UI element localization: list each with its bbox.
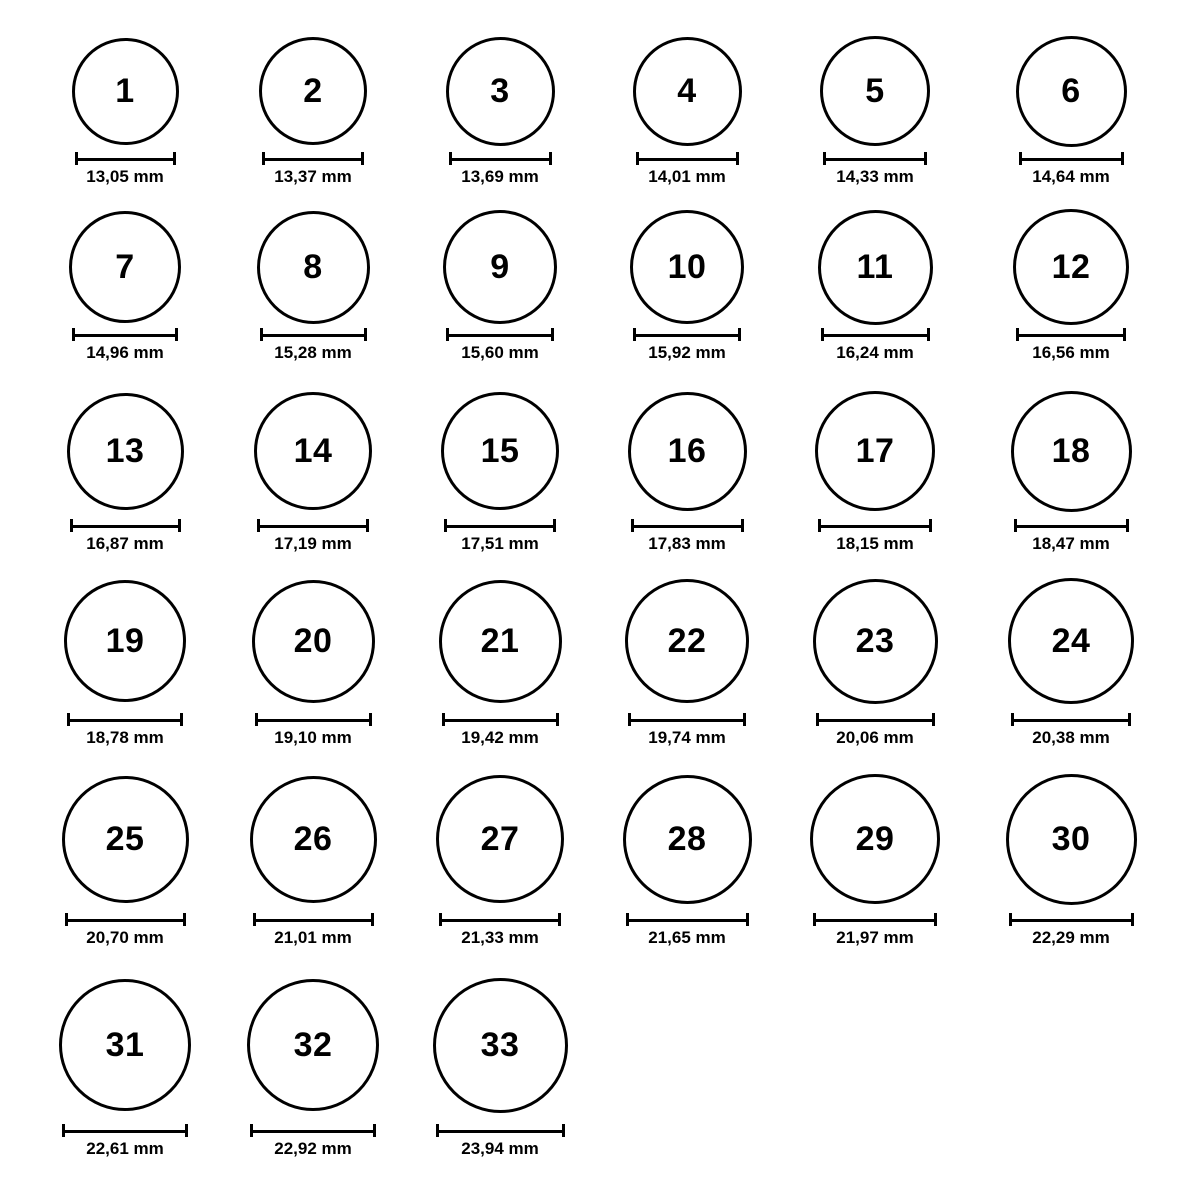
- ring-circle-wrapper: [818, 210, 933, 325]
- measure-bar-right-cap: [743, 713, 746, 726]
- diameter-label: 13,05 mm: [86, 167, 164, 186]
- measure-bar-line: [75, 158, 176, 161]
- diameter-measure-bar: [65, 913, 186, 925]
- ring-circle-wrapper: [630, 210, 744, 324]
- measure-bar-left-cap: [65, 913, 68, 926]
- diameter-label: 14,33 mm: [836, 167, 914, 186]
- ring-circle-wrapper: [1008, 578, 1134, 704]
- ring-circle-icon: [72, 38, 179, 145]
- diameter-label: 14,96 mm: [86, 343, 164, 362]
- diameter-measure-bar: [255, 713, 372, 725]
- ring-circle-icon: [250, 776, 377, 903]
- diameter-measure-bar: [1019, 152, 1124, 164]
- ring-size-item: [597, 775, 777, 904]
- ring-size-item: [410, 580, 590, 703]
- measure-bar-right-cap: [175, 328, 178, 341]
- measure-bar-right-cap: [562, 1124, 565, 1137]
- ring-size-number: 4: [677, 72, 697, 110]
- ring-size-number: 14: [293, 432, 333, 470]
- ring-size-item: [35, 393, 215, 510]
- ring-size-item: [223, 580, 403, 703]
- measure-bar-left-cap: [75, 152, 78, 165]
- diameter-label: 19,74 mm: [648, 728, 726, 747]
- diameter-measure-bar: [442, 713, 559, 725]
- ring-size-number: 29: [855, 820, 895, 858]
- measure-bar-left-cap: [439, 913, 442, 926]
- measure-bar-line: [823, 158, 927, 161]
- ring-circle-wrapper: [257, 211, 370, 324]
- measure-bar-line: [633, 334, 741, 337]
- measure-bar-right-cap: [185, 1124, 188, 1137]
- measure-bar-line: [816, 719, 935, 722]
- ring-circle-icon: [64, 580, 186, 702]
- diameter-measure-bar: [62, 1124, 188, 1136]
- ring-size-number: 22: [667, 622, 707, 660]
- measure-bar-left-cap: [444, 519, 447, 532]
- ring-size-number: 19: [105, 622, 145, 660]
- ring-circle-icon: [67, 393, 184, 510]
- measure-bar-right-cap: [924, 152, 927, 165]
- ring-circle-icon: [252, 580, 375, 703]
- measure-bar-left-cap: [250, 1124, 253, 1137]
- ring-size-item: [410, 210, 590, 324]
- diameter-measure-bar: [1011, 713, 1131, 725]
- measure-bar-line: [1016, 334, 1126, 337]
- diameter-measure-bar: [253, 913, 374, 925]
- ring-size-number: 5: [865, 72, 885, 110]
- measure-bar-line: [62, 1130, 188, 1133]
- ring-circle-wrapper: [67, 393, 184, 510]
- ring-circle-icon: [59, 979, 191, 1111]
- measure-bar-right-cap: [556, 713, 559, 726]
- ring-size-item: [410, 978, 590, 1113]
- measure-bar-right-cap: [371, 913, 374, 926]
- diameter-label: 21,33 mm: [461, 928, 539, 947]
- measure-bar-right-cap: [549, 152, 552, 165]
- ring-circle-wrapper: [247, 979, 379, 1111]
- ring-size-number: 10: [667, 248, 707, 286]
- diameter-measure-bar: [636, 152, 739, 164]
- diameter-measure-bar: [821, 328, 930, 340]
- measure-bar-left-cap: [72, 328, 75, 341]
- measure-bar-right-cap: [183, 913, 186, 926]
- measure-bar-right-cap: [373, 1124, 376, 1137]
- ring-circle-icon: [810, 774, 940, 904]
- measure-bar-left-cap: [813, 913, 816, 926]
- diameter-measure-bar: [444, 519, 556, 531]
- diameter-label: 13,37 mm: [274, 167, 352, 186]
- diameter-measure-bar: [631, 519, 744, 531]
- measure-bar-right-cap: [558, 913, 561, 926]
- ring-size-number: 1: [115, 72, 135, 110]
- ring-circle-wrapper: [436, 775, 564, 903]
- measure-bar-line: [628, 719, 746, 722]
- diameter-label: 17,83 mm: [648, 534, 726, 553]
- diameter-label: 22,61 mm: [86, 1139, 164, 1158]
- measure-bar-left-cap: [1009, 913, 1012, 926]
- ring-circle-wrapper: [62, 776, 189, 903]
- diameter-measure-bar: [626, 913, 749, 925]
- measure-bar-line: [253, 919, 374, 922]
- measure-bar-right-cap: [1126, 519, 1129, 532]
- ring-size-item: [223, 37, 403, 145]
- ring-size-item: [35, 776, 215, 903]
- diameter-measure-bar: [67, 713, 183, 725]
- measure-bar-left-cap: [636, 152, 639, 165]
- diameter-label: 15,28 mm: [274, 343, 352, 362]
- ring-circle-wrapper: [252, 580, 375, 703]
- measure-bar-line: [262, 158, 364, 161]
- diameter-label: 13,69 mm: [461, 167, 539, 186]
- ring-size-number: 12: [1051, 248, 1091, 286]
- measure-bar-left-cap: [70, 519, 73, 532]
- measure-bar-line: [1009, 919, 1134, 922]
- ring-circle-icon: [446, 37, 555, 146]
- measure-bar-left-cap: [818, 519, 821, 532]
- ring-size-number: 15: [480, 432, 520, 470]
- ring-circle-icon: [623, 775, 752, 904]
- ring-size-item: [410, 775, 590, 903]
- measure-bar-right-cap: [1121, 152, 1124, 165]
- diameter-label: 15,92 mm: [648, 343, 726, 362]
- ring-circle-icon: [439, 580, 562, 703]
- ring-circle-wrapper: [254, 392, 372, 510]
- measure-bar-left-cap: [626, 913, 629, 926]
- ring-size-item: [785, 210, 965, 325]
- ring-circle-wrapper: [259, 37, 367, 145]
- diameter-measure-bar: [262, 152, 364, 164]
- measure-bar-right-cap: [551, 328, 554, 341]
- ring-circle-wrapper: [1016, 36, 1127, 147]
- measure-bar-line: [255, 719, 372, 722]
- diameter-measure-bar: [628, 713, 746, 725]
- ring-size-item: [785, 391, 965, 511]
- ring-circle-icon: [633, 37, 742, 146]
- measure-bar-right-cap: [736, 152, 739, 165]
- measure-bar-right-cap: [553, 519, 556, 532]
- measure-bar-right-cap: [934, 913, 937, 926]
- measure-bar-left-cap: [821, 328, 824, 341]
- diameter-label: 16,87 mm: [86, 534, 164, 553]
- ring-size-number: 13: [105, 432, 145, 470]
- ring-circle-wrapper: [628, 392, 747, 511]
- ring-circle-wrapper: [1006, 774, 1137, 905]
- ring-size-number: 8: [303, 248, 323, 286]
- ring-circle-icon: [813, 579, 938, 704]
- ring-circle-icon: [1013, 209, 1129, 325]
- ring-size-item: [597, 392, 777, 511]
- measure-bar-right-cap: [927, 328, 930, 341]
- ring-circle-wrapper: [815, 391, 935, 511]
- ring-circle-icon: [443, 210, 557, 324]
- diameter-label: 17,51 mm: [461, 534, 539, 553]
- measure-bar-line: [626, 919, 749, 922]
- measure-bar-right-cap: [361, 152, 364, 165]
- ring-size-number: 24: [1051, 622, 1091, 660]
- measure-bar-line: [65, 919, 186, 922]
- measure-bar-left-cap: [253, 913, 256, 926]
- ring-circle-icon: [815, 391, 935, 511]
- ring-size-item: [35, 580, 215, 702]
- measure-bar-right-cap: [741, 519, 744, 532]
- measure-bar-right-cap: [1123, 328, 1126, 341]
- ring-circle-icon: [818, 210, 933, 325]
- ring-circle-wrapper: [1013, 209, 1129, 325]
- ring-circle-wrapper: [446, 37, 555, 146]
- diameter-label: 20,38 mm: [1032, 728, 1110, 747]
- ring-circle-wrapper: [441, 392, 559, 510]
- ring-circle-icon: [1016, 36, 1127, 147]
- ring-circle-wrapper: [633, 37, 742, 146]
- measure-bar-line: [442, 719, 559, 722]
- measure-bar-line: [631, 525, 744, 528]
- diameter-measure-bar: [257, 519, 369, 531]
- ring-size-item: [35, 211, 215, 323]
- measure-bar-left-cap: [1011, 713, 1014, 726]
- ring-size-number: 18: [1051, 432, 1091, 470]
- measure-bar-right-cap: [364, 328, 367, 341]
- diameter-label: 15,60 mm: [461, 343, 539, 362]
- diameter-label: 19,10 mm: [274, 728, 352, 747]
- diameter-label: 14,64 mm: [1032, 167, 1110, 186]
- ring-circle-icon: [1011, 391, 1132, 512]
- ring-size-number: 23: [855, 622, 895, 660]
- measure-bar-line: [818, 525, 932, 528]
- ring-size-item: [410, 37, 590, 146]
- ring-size-number: 32: [293, 1026, 333, 1064]
- diameter-label: 19,42 mm: [461, 728, 539, 747]
- ring-size-number: 6: [1061, 72, 1081, 110]
- diameter-measure-bar: [1014, 519, 1129, 531]
- diameter-label: 21,97 mm: [836, 928, 914, 947]
- measure-bar-left-cap: [260, 328, 263, 341]
- ring-circle-icon: [628, 392, 747, 511]
- measure-bar-left-cap: [1014, 519, 1017, 532]
- diameter-label: 20,70 mm: [86, 928, 164, 947]
- ring-size-item: [35, 979, 215, 1111]
- ring-size-number: 26: [293, 820, 333, 858]
- ring-size-item: [981, 391, 1161, 512]
- measure-bar-right-cap: [369, 713, 372, 726]
- ring-size-item: [597, 579, 777, 703]
- diameter-measure-bar: [1016, 328, 1126, 340]
- ring-size-number: 25: [105, 820, 145, 858]
- measure-bar-line: [250, 1130, 376, 1133]
- diameter-measure-bar: [72, 328, 178, 340]
- diameter-measure-bar: [816, 713, 935, 725]
- measure-bar-left-cap: [446, 328, 449, 341]
- diameter-label: 16,24 mm: [836, 343, 914, 362]
- ring-size-number: 7: [115, 248, 135, 286]
- diameter-measure-bar: [439, 913, 561, 925]
- measure-bar-right-cap: [932, 713, 935, 726]
- ring-size-item: [981, 36, 1161, 147]
- ring-circle-wrapper: [820, 36, 930, 146]
- ring-circle-wrapper: [810, 774, 940, 904]
- diameter-label: 17,19 mm: [274, 534, 352, 553]
- measure-bar-left-cap: [628, 713, 631, 726]
- measure-bar-right-cap: [178, 519, 181, 532]
- measure-bar-line: [257, 525, 369, 528]
- measure-bar-left-cap: [255, 713, 258, 726]
- measure-bar-line: [67, 719, 183, 722]
- measure-bar-line: [449, 158, 552, 161]
- measure-bar-line: [636, 158, 739, 161]
- ring-circle-wrapper: [69, 211, 181, 323]
- ring-circle-wrapper: [72, 38, 179, 145]
- measure-bar-line: [260, 334, 367, 337]
- measure-bar-line: [446, 334, 554, 337]
- diameter-measure-bar: [250, 1124, 376, 1136]
- measure-bar-left-cap: [257, 519, 260, 532]
- measure-bar-right-cap: [1131, 913, 1134, 926]
- ring-circle-wrapper: [623, 775, 752, 904]
- ring-size-number: 3: [490, 72, 510, 110]
- measure-bar-right-cap: [366, 519, 369, 532]
- measure-bar-left-cap: [816, 713, 819, 726]
- measure-bar-right-cap: [180, 713, 183, 726]
- ring-size-item: [981, 209, 1161, 325]
- measure-bar-left-cap: [633, 328, 636, 341]
- measure-bar-line: [813, 919, 937, 922]
- diameter-label: 22,29 mm: [1032, 928, 1110, 947]
- ring-circle-icon: [1008, 578, 1134, 704]
- diameter-measure-bar: [75, 152, 176, 164]
- diameter-label: 18,15 mm: [836, 534, 914, 553]
- ring-circle-wrapper: [439, 580, 562, 703]
- ring-circle-icon: [630, 210, 744, 324]
- ring-size-number: 9: [490, 248, 510, 286]
- diameter-measure-bar: [633, 328, 741, 340]
- diameter-label: 21,01 mm: [274, 928, 352, 947]
- ring-circle-icon: [259, 37, 367, 145]
- diameter-measure-bar: [1009, 913, 1134, 925]
- measure-bar-right-cap: [738, 328, 741, 341]
- ring-circle-icon: [247, 979, 379, 1111]
- diameter-measure-bar: [446, 328, 554, 340]
- ring-size-number: 16: [667, 432, 707, 470]
- measure-bar-left-cap: [62, 1124, 65, 1137]
- ring-circle-wrapper: [250, 776, 377, 903]
- ring-size-item: [597, 210, 777, 324]
- measure-bar-left-cap: [262, 152, 265, 165]
- measure-bar-left-cap: [442, 713, 445, 726]
- ring-size-item: [410, 392, 590, 510]
- diameter-label: 20,06 mm: [836, 728, 914, 747]
- ring-circle-icon: [62, 776, 189, 903]
- measure-bar-line: [1014, 525, 1129, 528]
- diameter-measure-bar: [813, 913, 937, 925]
- measure-bar-line: [821, 334, 930, 337]
- ring-circle-wrapper: [813, 579, 938, 704]
- diameter-label: 18,78 mm: [86, 728, 164, 747]
- ring-size-number: 28: [667, 820, 707, 858]
- ring-size-item: [223, 392, 403, 510]
- ring-circle-icon: [257, 211, 370, 324]
- ring-circle-icon: [625, 579, 749, 703]
- ring-size-number: 11: [856, 248, 894, 286]
- measure-bar-left-cap: [67, 713, 70, 726]
- diameter-label: 18,47 mm: [1032, 534, 1110, 553]
- ring-size-number: 20: [293, 622, 333, 660]
- measure-bar-line: [1011, 719, 1131, 722]
- ring-size-item: [981, 578, 1161, 704]
- diameter-measure-bar: [70, 519, 181, 531]
- measure-bar-line: [436, 1130, 565, 1133]
- ring-size-number: 21: [480, 622, 520, 660]
- ring-circle-icon: [433, 978, 568, 1113]
- ring-size-number: 31: [105, 1026, 145, 1064]
- ring-size-item: [785, 774, 965, 904]
- ring-circle-icon: [254, 392, 372, 510]
- ring-circle-wrapper: [59, 979, 191, 1111]
- ring-size-number: 30: [1051, 820, 1091, 858]
- measure-bar-left-cap: [1019, 152, 1022, 165]
- ring-size-item: [597, 37, 777, 146]
- diameter-label: 22,92 mm: [274, 1139, 352, 1158]
- diameter-measure-bar: [818, 519, 932, 531]
- diameter-label: 23,94 mm: [461, 1139, 539, 1158]
- ring-circle-wrapper: [64, 580, 186, 702]
- ring-circle-wrapper: [625, 579, 749, 703]
- ring-size-item: [785, 579, 965, 704]
- measure-bar-right-cap: [746, 913, 749, 926]
- measure-bar-line: [444, 525, 556, 528]
- ring-circle-icon: [436, 775, 564, 903]
- ring-size-item: [35, 38, 215, 145]
- ring-size-number: 33: [480, 1026, 520, 1064]
- ring-circle-wrapper: [443, 210, 557, 324]
- ring-size-item: [785, 36, 965, 146]
- diameter-measure-bar: [823, 152, 927, 164]
- diameter-measure-bar: [449, 152, 552, 164]
- diameter-label: 21,65 mm: [648, 928, 726, 947]
- measure-bar-line: [439, 919, 561, 922]
- measure-bar-line: [70, 525, 181, 528]
- measure-bar-left-cap: [823, 152, 826, 165]
- measure-bar-left-cap: [449, 152, 452, 165]
- ring-circle-icon: [69, 211, 181, 323]
- measure-bar-left-cap: [1016, 328, 1019, 341]
- measure-bar-right-cap: [1128, 713, 1131, 726]
- ring-size-number: 2: [303, 72, 323, 110]
- measure-bar-left-cap: [631, 519, 634, 532]
- ring-size-number: 27: [480, 820, 520, 858]
- ring-size-item: [223, 776, 403, 903]
- ring-circle-icon: [820, 36, 930, 146]
- ring-size-item: [223, 979, 403, 1111]
- ring-circle-wrapper: [1011, 391, 1132, 512]
- ring-circle-icon: [441, 392, 559, 510]
- diameter-label: 16,56 mm: [1032, 343, 1110, 362]
- measure-bar-right-cap: [173, 152, 176, 165]
- diameter-measure-bar: [436, 1124, 565, 1136]
- ring-size-number: 17: [855, 432, 895, 470]
- ring-circle-icon: [1006, 774, 1137, 905]
- ring-size-item: [223, 211, 403, 324]
- measure-bar-left-cap: [436, 1124, 439, 1137]
- measure-bar-line: [72, 334, 178, 337]
- diameter-label: 14,01 mm: [648, 167, 726, 186]
- ring-circle-wrapper: [433, 978, 568, 1113]
- diameter-measure-bar: [260, 328, 367, 340]
- ring-size-item: [981, 774, 1161, 905]
- measure-bar-line: [1019, 158, 1124, 161]
- measure-bar-right-cap: [929, 519, 932, 532]
